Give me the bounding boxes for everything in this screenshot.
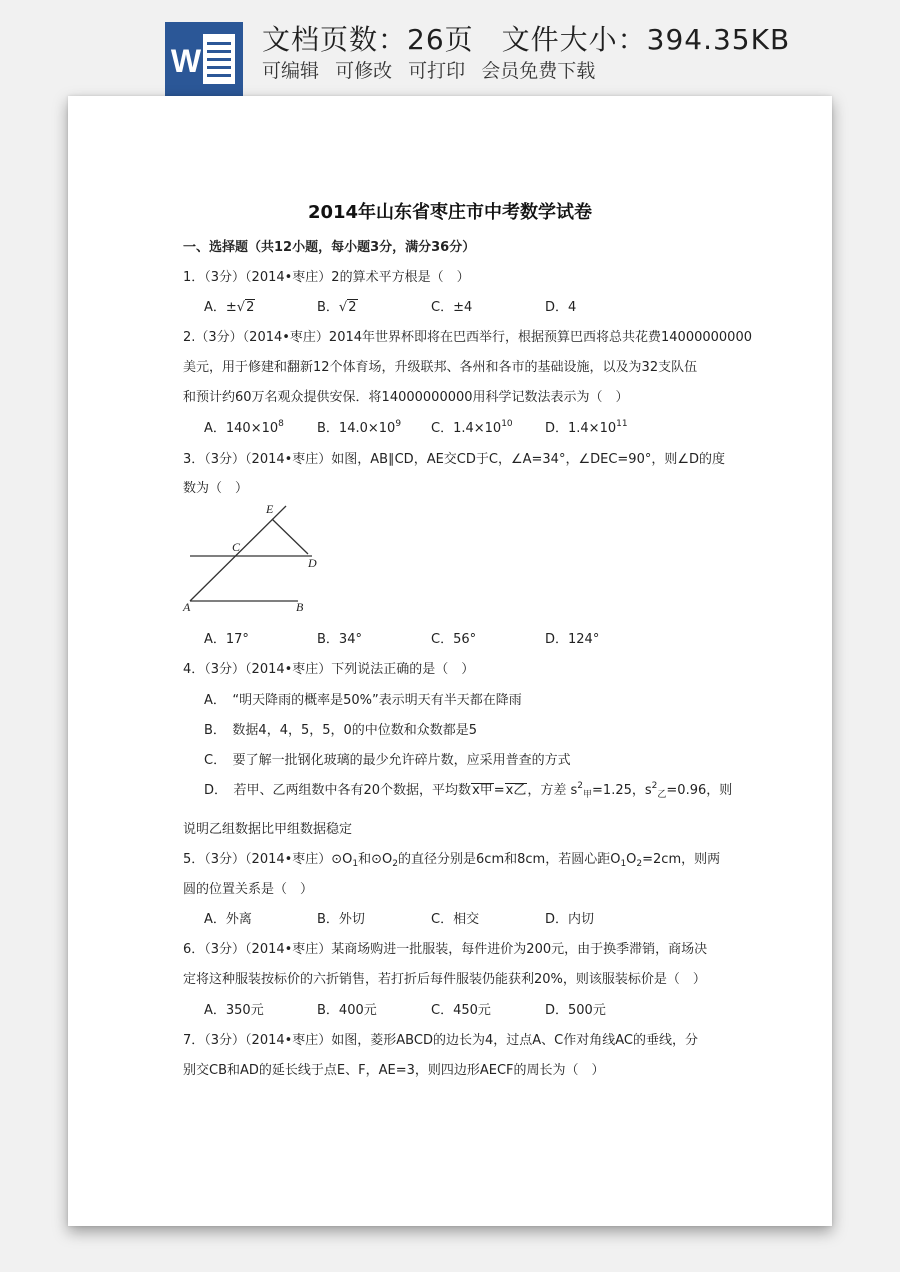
q2-c-exponent: 10 [501,419,513,429]
question-6-line-1: 6．（3分）（2014•枣庄）某商场购进一批服装，每件进价为200元，由于换季滞销，商场决 [183,942,708,957]
q5-part-2: 和⊙O [358,852,393,867]
question-6-line-2: 定将这种服装按标价的六折销售，若打折后每件服装仍能获利20%，则该服装标价是（ ） [183,972,706,987]
question-7-line-1: 7．（3分）（2014•枣庄）如图，菱形ABCD的边长为4，过点A、C作对角线AC的垂线，分 [183,1033,698,1048]
q5-sub-3: 1 [620,859,627,869]
geometry-figure [180,501,330,621]
q1-b-label: B． [317,300,339,315]
q3-option-b: B．34° [317,632,362,647]
download-banner [0,0,900,96]
q4-option-c: C． 要了解一批钢化玻璃的最少允许碎片数，应采用普查的方式 [204,753,571,768]
q2-c-base: C．1.4×10 [431,421,502,436]
label-e: E [266,502,274,516]
equals-sign: = [493,783,505,798]
q4-option-a: A． “明天降雨的概率是50%”表示明天有半天都在降雨 [204,693,522,708]
q5-part-5: =2cm，则两 [642,852,721,867]
q2-d-base: D．1.4×10 [545,421,617,436]
file-info [262,18,790,58]
q1-option-b [317,296,358,315]
sqrt-symbol: √2 [338,300,357,315]
q5-option-b: B．外切 [317,912,365,927]
feature-modifiable: 可修改 [335,60,393,82]
question-7-line-2: 别交CB和AD的延长线于点E、F，AE=3，则四边形AECF的周长为（ ） [183,1063,605,1078]
q2-option-d [545,417,628,436]
q6-option-d: D．500元 [545,1003,606,1018]
q4-d-variance-label: ，方差 s [527,783,578,798]
q5-sub-4: 2 [636,859,643,869]
question-2-line-3: 和预计约60万名观众提供安保．将14000000000用科学记数法表示为（ ） [183,390,629,405]
q5-sub-1: 1 [352,859,359,869]
q5-option-c: C．相交 [431,912,480,927]
q5-part-4: O [626,852,637,867]
q2-b-exponent: 9 [395,419,402,429]
q4-d-prefix: D． 若甲、乙两组数中各有20个数据，平均数 [204,783,472,798]
question-2-line-1: 2.（3分）（2014•枣庄）2014年世界杯即将在巴西举行，根据预算巴西将总共花费14000000000 [183,330,752,345]
q5-option-a: A．外离 [204,912,252,927]
q6-option-a: A．350元 [204,1003,264,1018]
q3-option-c: C．56° [431,632,477,647]
page-title: 2014年山东省枣庄市中考数学试卷 [307,202,593,223]
q1-option-d: D．4 [545,300,577,315]
q1-option-a [204,296,255,315]
question-3-line-2: 数为（ ） [183,481,249,496]
q2-a-base: A．140×10 [204,421,279,436]
feature-free-download: 会员免费下载 [481,60,596,82]
q3-option-a: A．17° [204,632,249,647]
q5-sub-2: 2 [392,859,399,869]
question-4: 4．（3分）（2014•枣庄）下列说法正确的是（ ） [183,662,475,677]
question-3-line-1: 3．（3分）（2014•枣庄）如图，AB∥CD，AE交CD于C，∠A=34°，∠DEC=90°，则∠D的度 [183,452,726,467]
q5-option-d: D．内切 [545,912,595,927]
question-5-line-1 [183,848,720,867]
q4-d-sub-1: 甲 [583,790,593,800]
q6-option-b: B．400元 [317,1003,377,1018]
document-page [68,96,832,1226]
mean-yi: x乙 [505,783,527,798]
word-icon-letter: W [170,43,202,79]
q2-option-c [431,417,513,436]
q3-option-d: D．124° [545,632,600,647]
q1-a-label: A．± [204,300,237,315]
label-a: A [183,600,191,614]
q4-option-d-line-2: 说明乙组数据比甲组数据稳定 [183,822,353,837]
q4-d-exponent-2: 2 [651,781,658,791]
q6-option-c: C．450元 [431,1003,491,1018]
q4-d-value-1: =1.25，s [592,783,652,798]
word-document-icon [165,22,243,96]
feature-list [262,56,605,83]
q1-a-radicand: 2 [246,300,255,315]
q2-option-a [204,417,284,436]
q4-option-b: B． 数据4，4，5，5，0的中位数和众数都是5 [204,723,478,738]
q5-part-3: 的直径分别是6cm和8cm，若圆心距O [398,852,621,867]
page-count: 文档页数：26页 [262,23,474,56]
line-ed [272,519,308,554]
question-1: 1．（3分）（2014•枣庄）2的算术平方根是（ ） [183,270,470,285]
file-size: 文件大小：394.35KB [501,23,791,56]
q4-option-d [204,779,732,798]
label-b: B [296,600,304,614]
q1-option-c: C．±4 [431,300,473,315]
question-5-line-2: 圆的位置关系是（ ） [183,882,314,897]
sqrt-symbol: √2 [236,300,255,315]
feature-printable: 可打印 [408,60,466,82]
q4-d-sub-2: 乙 [657,790,667,800]
q4-d-exponent-1: 2 [577,781,584,791]
label-d: D [308,556,317,570]
q2-d-exponent: 11 [616,419,628,429]
section-heading: 一、选择题（共12小题，每小题3分，满分36分） [183,240,476,255]
feature-editable: 可编辑 [262,60,320,82]
question-2-line-2: 美元，用于修建和翻新12个体育场，升级联邦、各州和各市的基础设施，以及为32支队伍 [183,360,698,375]
mean-jia: x甲 [472,783,493,798]
label-c: C [232,540,241,554]
q2-option-b [317,417,401,436]
q4-d-value-2: =0.96，则 [666,783,733,798]
q5-part-1: 5．（3分）（2014•枣庄）⊙O [183,852,353,867]
q2-b-base: B．14.0×10 [317,421,396,436]
q2-a-exponent: 8 [278,419,284,429]
q1-b-radicand: 2 [348,300,357,315]
